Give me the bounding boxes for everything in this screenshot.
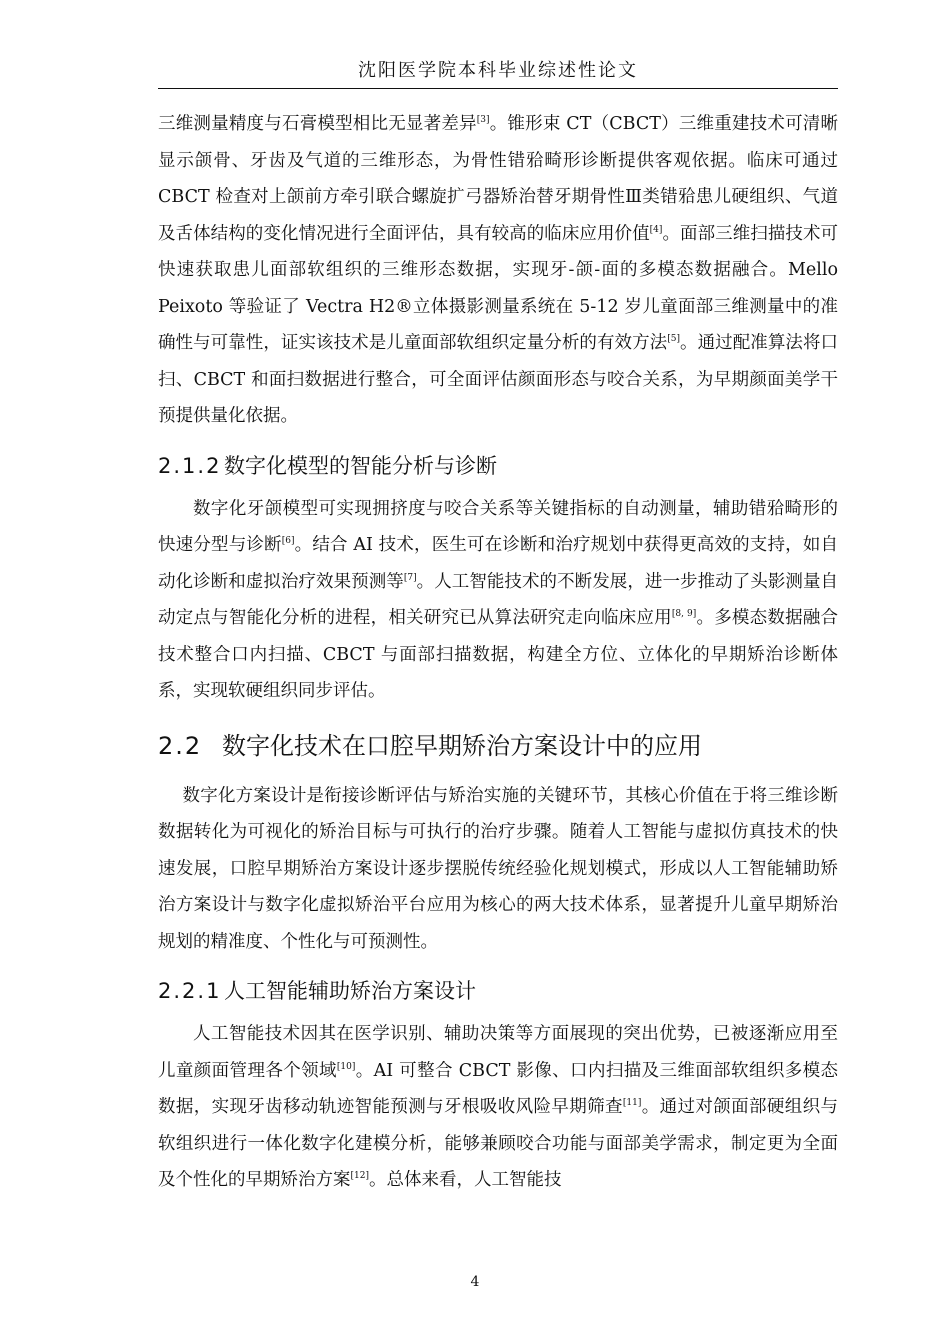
section-number: 2.1.2 <box>158 453 222 478</box>
section-number: 2.2.1 <box>158 979 222 1003</box>
text-run: 。多模态数据融合技术整合口内扫描、CBCT 与面部扫描数据，构建全方位、立体化的早期矫治诊断体系，实现软硬组织同步评估。 <box>158 608 839 701</box>
text-run: 三维测量精度与石膏模型相比无显著差异 <box>158 114 477 134</box>
citation: [7] <box>403 572 417 583</box>
running-header: 沈阳医学院本科毕业综述性论文 <box>358 60 638 81</box>
citation: [3] <box>476 115 490 125</box>
citation: [12] <box>350 1171 369 1181</box>
text-run: 数字化牙颌模型可实现拥挤度与咬合关系等关键指标的自动测量，辅助错𬌗畸形的快速分型与诊断 <box>158 498 838 555</box>
paragraph-ai-design <box>158 1016 838 1199</box>
section-heading-2-1-2 <box>158 447 838 485</box>
page-body <box>158 106 838 1199</box>
paragraph-smart-analysis <box>158 491 838 710</box>
header-rule <box>158 88 838 89</box>
section-title: 数字化技术在口腔早期矫治方案设计中的应用 <box>222 731 702 760</box>
paragraph-plan-design <box>158 778 838 961</box>
citation: [5] <box>667 334 680 344</box>
section-number: 2.2 <box>158 731 203 760</box>
section-title: 人工智能辅助矫治方案设计 <box>224 979 476 1003</box>
text-run: 。人工智能技术的不断发展，进一步推动了头影测量自动定点与智能化分析的进程，相关研究已从算法研究走向临床应用 <box>158 571 838 628</box>
text-run: 。总体来看，人工智能技 <box>368 1170 562 1190</box>
text-run: 。AI 可整合 CBCT 影像、口内扫描及三维面部软组织多模态数据，实现牙齿移动轨迹智能预测与牙根吸收风险早期筛查 <box>158 1060 839 1117</box>
citation: [10] <box>336 1061 356 1072</box>
text-run: 人工智能技术因其在医学识别、辅助决策等方面展现的突出优势，已被逐渐应用至儿童颜面管理各个领域 <box>158 1024 838 1081</box>
citation: [8, 9] <box>671 609 697 619</box>
citation: [4] <box>649 224 663 235</box>
section-title: 数字化模型的智能分析与诊断 <box>224 453 497 478</box>
paragraph-3d-measurement <box>158 106 838 435</box>
page-number: 4 <box>470 1274 480 1290</box>
section-heading-2-2-1 <box>158 972 838 1010</box>
text-run: 。结合 AI 技术，医生可在诊断和治疗规划中获得更高效的支持，如自动化诊断和虚拟治疗效果预测等 <box>158 535 838 592</box>
section-heading-2-2 <box>158 724 838 768</box>
text-run: 。通过配准算法将口扫、CBCT 和面扫数据进行整合，可全面评估颜面形态与咬合关系，为早期颜面美学干预提供量化依据。 <box>158 333 839 426</box>
citation: [6] <box>281 536 295 546</box>
citation: [11] <box>622 1098 642 1108</box>
text-run: 。面部三维扫描技术可快速获取患儿面部软组织的三维形态数据，实现牙-颌-面的多模态数据融合。Mello Peixoto 等验证了 Vectra H2®立体摄影测量系统在 5-12 岁儿童面部三维测量中的准确性与可靠性，证实该技术是儿童面部软组织定量分析的有效方法 <box>158 223 838 353</box>
text-run: 数字化方案设计是衔接诊断评估与矫治实施的关键环节，其核心价值在于将三维诊断数据转化为可视化的矫治目标与可执行的治疗步骤。随着人工智能与虚拟仿真技术的快速发展，口腔早期矫治方案设计逐步摆脱传统经验化规划模式，形成以人工智能辅助矫治方案设计与数字化虚拟矫治平台应用为核心的两大技术体系，显著提升儿童早期矫治规划的精准度、个性化与可预测性。 <box>158 785 838 952</box>
text-run: 。锥形束 CT（CBCT）三维重建技术可清晰显示颌骨、牙齿及气道的三维形态，为骨性错𬌗畸形诊断提供客观依据。临床可通过 CBCT 检查对上颌前方牵引联合螺旋扩弓器矫治替牙期骨性Ⅲ类错𬌗患儿硬组织、气道及舌体结构的变化情况进行全面评估，具有较高的临床应用价值 <box>158 114 839 244</box>
text-run: 。通过对颌面部硬组织与软组织进行一体化数字化建模分析，能够兼顾咬合功能与面部美学需求，制定更为全面及个性化的早期矫治方案 <box>158 1097 839 1190</box>
